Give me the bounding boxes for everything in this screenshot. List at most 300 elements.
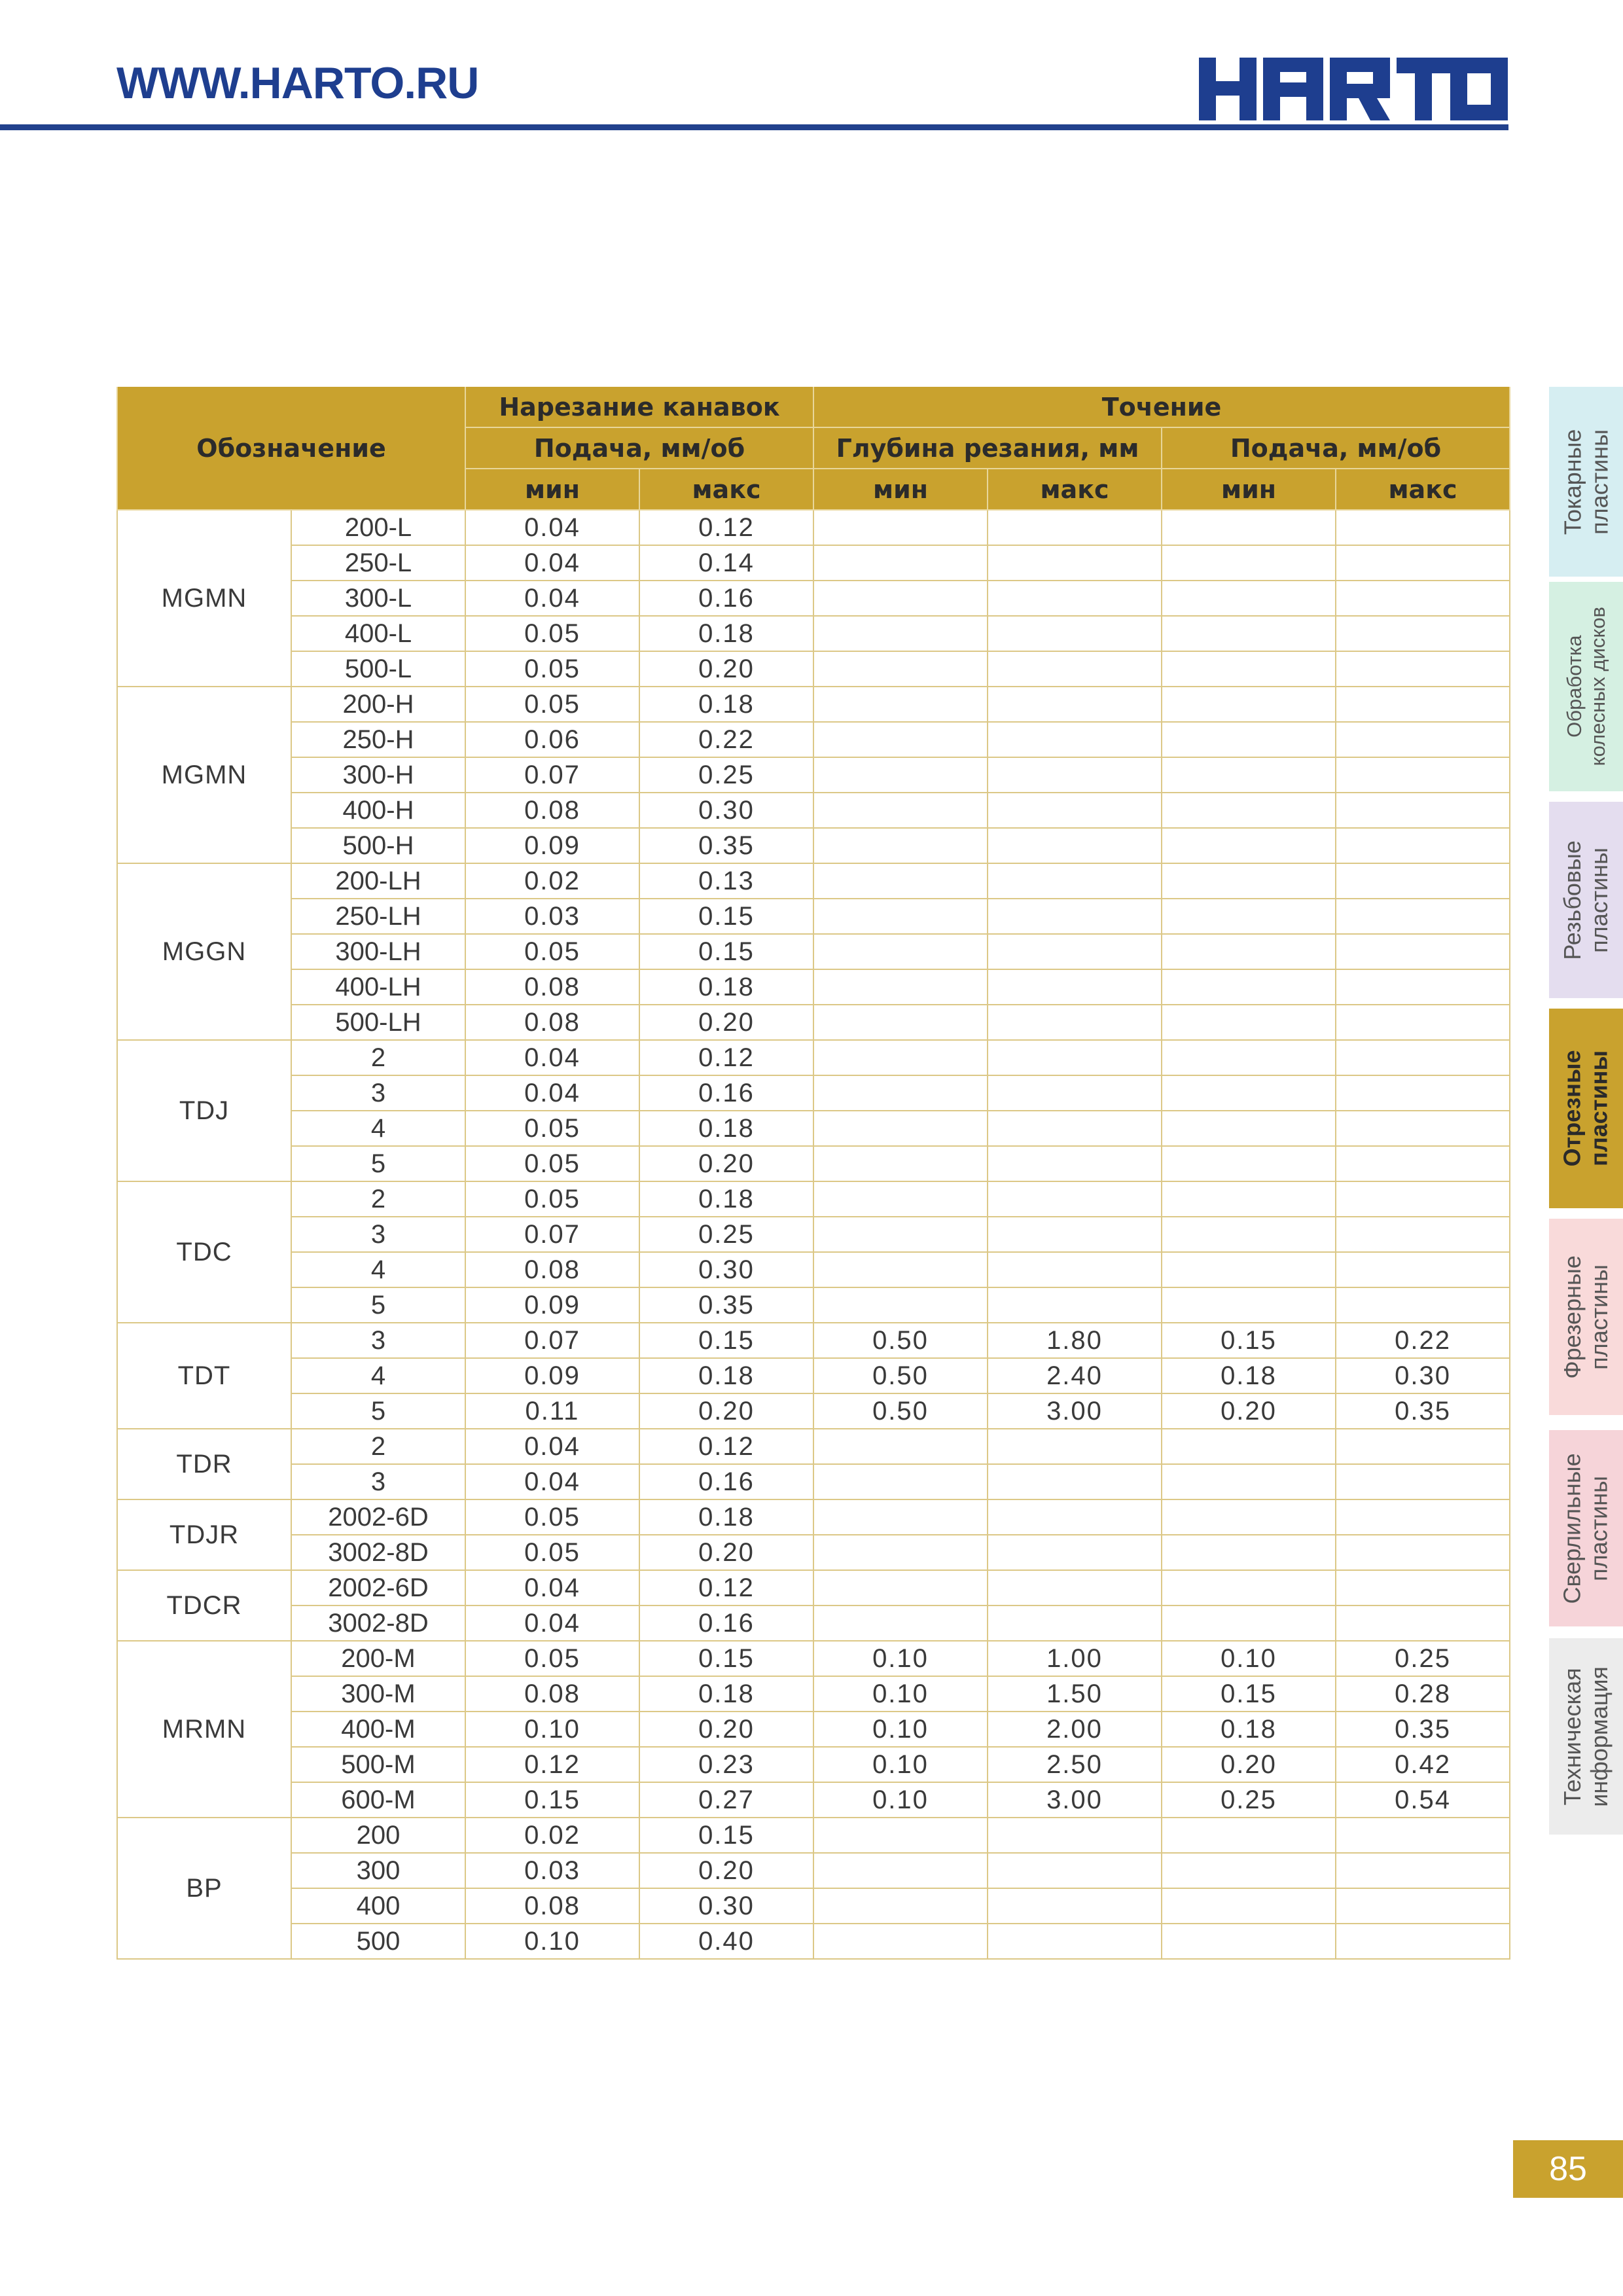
table-row — [117, 969, 1510, 1005]
value-cell — [988, 1005, 1162, 1040]
table-row — [117, 899, 1510, 934]
value-cell: 0.16 — [639, 1075, 813, 1111]
value-cell — [813, 757, 988, 793]
size-cell: 200-L — [291, 510, 465, 545]
value-cell — [988, 1924, 1162, 1959]
size-cell: 2002-6D — [291, 1570, 465, 1605]
table-row — [117, 687, 1510, 722]
value-cell: 0.04 — [465, 545, 639, 581]
size-cell: 5 — [291, 1393, 465, 1429]
header-min: мин — [813, 469, 988, 510]
value-cell: 0.06 — [465, 722, 639, 757]
value-cell — [1162, 1888, 1336, 1924]
value-cell — [1162, 1252, 1336, 1287]
value-cell — [988, 969, 1162, 1005]
designation-cell: TDCR — [117, 1570, 291, 1641]
designation-cell: BP — [117, 1818, 291, 1959]
value-cell: 0.04 — [465, 510, 639, 545]
table-row — [117, 722, 1510, 757]
table-row — [117, 1040, 1510, 1075]
site-url[interactable]: WWW.HARTO.RU — [116, 58, 479, 108]
value-cell — [1162, 1217, 1336, 1252]
table-row — [117, 1605, 1510, 1641]
value-cell — [813, 1429, 988, 1464]
side-tab-7[interactable] — [1549, 1638, 1623, 1835]
table-row — [117, 1181, 1510, 1217]
value-cell — [1336, 651, 1510, 687]
table-row — [117, 1358, 1510, 1393]
value-cell: 0.05 — [465, 1181, 639, 1217]
size-cell: 5 — [291, 1146, 465, 1181]
value-cell: 0.16 — [639, 1464, 813, 1499]
value-cell: 0.18 — [639, 1499, 813, 1535]
value-cell: 0.16 — [639, 581, 813, 616]
value-cell: 0.09 — [465, 1287, 639, 1323]
value-cell — [1162, 1535, 1336, 1570]
side-tab-label-line: Резьбовые — [1559, 840, 1586, 960]
value-cell — [1162, 793, 1336, 828]
value-cell — [1162, 969, 1336, 1005]
side-tab-label-line: Отрезные — [1559, 1050, 1586, 1167]
side-tab-label-line: Токарные — [1559, 429, 1586, 535]
value-cell — [813, 899, 988, 934]
value-cell — [1162, 757, 1336, 793]
value-cell — [988, 793, 1162, 828]
side-tab-label-line: пластины — [1586, 847, 1613, 953]
table-row — [117, 1075, 1510, 1111]
value-cell: 0.12 — [639, 1040, 813, 1075]
value-cell: 3.00 — [988, 1393, 1162, 1429]
value-cell: 0.07 — [465, 1217, 639, 1252]
table-row — [117, 1429, 1510, 1464]
value-cell: 0.20 — [639, 1853, 813, 1888]
designation-cell: TDJ — [117, 1040, 291, 1181]
value-cell: 0.10 — [813, 1676, 988, 1712]
value-cell: 0.07 — [465, 757, 639, 793]
value-cell: 0.12 — [639, 1429, 813, 1464]
value-cell — [1162, 863, 1336, 899]
table-row — [117, 1924, 1510, 1959]
value-cell — [813, 651, 988, 687]
value-cell — [813, 687, 988, 722]
table-row — [117, 1252, 1510, 1287]
size-cell: 400 — [291, 1888, 465, 1924]
value-cell: 0.04 — [465, 1605, 639, 1641]
value-cell — [1336, 1818, 1510, 1853]
value-cell: 0.15 — [639, 899, 813, 934]
value-cell — [813, 969, 988, 1005]
value-cell — [813, 1888, 988, 1924]
value-cell: 0.20 — [1162, 1747, 1336, 1782]
value-cell — [988, 828, 1162, 863]
table-row — [117, 1782, 1510, 1818]
value-cell — [1336, 969, 1510, 1005]
value-cell — [1336, 793, 1510, 828]
value-cell — [988, 1252, 1162, 1287]
value-cell — [988, 1429, 1162, 1464]
value-cell — [988, 1287, 1162, 1323]
value-cell — [988, 1075, 1162, 1111]
value-cell — [988, 1181, 1162, 1217]
value-cell — [813, 1181, 988, 1217]
table-row — [117, 1464, 1510, 1499]
value-cell — [1336, 1075, 1510, 1111]
value-cell: 0.10 — [465, 1712, 639, 1747]
size-cell: 300 — [291, 1853, 465, 1888]
value-cell — [988, 1464, 1162, 1499]
value-cell: 1.50 — [988, 1676, 1162, 1712]
value-cell — [813, 1111, 988, 1146]
value-cell: 0.08 — [465, 1888, 639, 1924]
value-cell — [813, 1464, 988, 1499]
table-row — [117, 1535, 1510, 1570]
value-cell — [1162, 1570, 1336, 1605]
value-cell: 0.20 — [639, 1146, 813, 1181]
table-row — [117, 1570, 1510, 1605]
value-cell — [1162, 722, 1336, 757]
value-cell — [1336, 581, 1510, 616]
value-cell — [1336, 1111, 1510, 1146]
value-cell — [988, 687, 1162, 722]
header-turning: Точение — [813, 387, 1510, 427]
value-cell — [1336, 616, 1510, 651]
value-cell — [988, 1818, 1162, 1853]
header-max: макс — [988, 469, 1162, 510]
value-cell: 0.15 — [465, 1782, 639, 1818]
value-cell — [1336, 899, 1510, 934]
size-cell: 400-H — [291, 793, 465, 828]
value-cell: 0.08 — [465, 969, 639, 1005]
value-cell — [813, 1146, 988, 1181]
table-row — [117, 545, 1510, 581]
value-cell: 0.08 — [465, 1252, 639, 1287]
value-cell — [1336, 1252, 1510, 1287]
value-cell — [988, 581, 1162, 616]
value-cell — [1336, 934, 1510, 969]
table-row — [117, 934, 1510, 969]
value-cell — [1336, 1499, 1510, 1535]
value-cell — [813, 1252, 988, 1287]
value-cell: 2.40 — [988, 1358, 1162, 1393]
value-cell: 0.05 — [465, 616, 639, 651]
value-cell: 0.50 — [813, 1393, 988, 1429]
designation-cell: MGMN — [117, 510, 291, 687]
side-tab-4[interactable] — [1549, 1009, 1623, 1208]
value-cell — [813, 1924, 988, 1959]
size-cell: 5 — [291, 1287, 465, 1323]
value-cell: 0.20 — [639, 1393, 813, 1429]
header-divider — [0, 124, 1508, 130]
value-cell — [1336, 1888, 1510, 1924]
size-cell: 400-LH — [291, 969, 465, 1005]
header-grooving: Нарезание канавок — [465, 387, 813, 427]
value-cell — [813, 934, 988, 969]
value-cell: 0.15 — [1162, 1676, 1336, 1712]
value-cell — [1162, 1853, 1336, 1888]
value-cell — [1162, 1111, 1336, 1146]
value-cell — [1336, 1535, 1510, 1570]
value-cell — [1162, 616, 1336, 651]
value-cell: 0.10 — [465, 1924, 639, 1959]
value-cell — [988, 1040, 1162, 1075]
side-tab-2[interactable] — [1549, 582, 1623, 791]
value-cell: 0.08 — [465, 1005, 639, 1040]
side-tab-label-line: Обработка — [1562, 635, 1586, 738]
value-cell: 0.12 — [639, 1570, 813, 1605]
side-tab-label — [1559, 429, 1613, 535]
value-cell — [988, 899, 1162, 934]
table-row — [117, 510, 1510, 545]
designation-cell: MGGN — [117, 863, 291, 1040]
value-cell — [813, 1853, 988, 1888]
size-cell: 500-L — [291, 651, 465, 687]
value-cell: 0.18 — [639, 687, 813, 722]
value-cell — [1162, 1181, 1336, 1217]
value-cell — [813, 1499, 988, 1535]
value-cell — [813, 1217, 988, 1252]
value-cell — [988, 651, 1162, 687]
value-cell — [813, 616, 988, 651]
value-cell: 0.35 — [1336, 1393, 1510, 1429]
value-cell: 0.02 — [465, 863, 639, 899]
value-cell: 0.23 — [639, 1747, 813, 1782]
table-row — [117, 616, 1510, 651]
value-cell: 0.10 — [813, 1747, 988, 1782]
value-cell — [988, 1217, 1162, 1252]
value-cell — [988, 1146, 1162, 1181]
size-cell: 2 — [291, 1429, 465, 1464]
value-cell: 0.30 — [639, 793, 813, 828]
size-cell: 250-L — [291, 545, 465, 581]
value-cell: 0.11 — [465, 1393, 639, 1429]
value-cell — [1336, 1287, 1510, 1323]
value-cell — [1162, 687, 1336, 722]
value-cell — [813, 1570, 988, 1605]
value-cell — [1336, 1146, 1510, 1181]
value-cell — [813, 1605, 988, 1641]
value-cell: 0.15 — [1162, 1323, 1336, 1358]
header-max: макс — [639, 469, 813, 510]
value-cell: 0.35 — [639, 1287, 813, 1323]
size-cell: 3 — [291, 1323, 465, 1358]
value-cell: 0.50 — [813, 1358, 988, 1393]
size-cell: 3 — [291, 1464, 465, 1499]
value-cell: 0.18 — [639, 1181, 813, 1217]
value-cell: 0.10 — [813, 1782, 988, 1818]
value-cell: 0.04 — [465, 581, 639, 616]
value-cell — [1162, 545, 1336, 581]
value-cell — [1162, 1429, 1336, 1464]
value-cell: 3.00 — [988, 1782, 1162, 1818]
size-cell: 200-M — [291, 1641, 465, 1676]
side-tab-label-line: Сверлильные — [1559, 1452, 1586, 1604]
value-cell: 1.80 — [988, 1323, 1162, 1358]
value-cell: 0.25 — [639, 1217, 813, 1252]
value-cell — [988, 1111, 1162, 1146]
value-cell: 0.20 — [639, 651, 813, 687]
value-cell: 0.18 — [639, 1111, 813, 1146]
value-cell — [1336, 1924, 1510, 1959]
side-tab-label-line: Фрезерные — [1559, 1255, 1586, 1379]
value-cell: 0.30 — [639, 1252, 813, 1287]
value-cell — [813, 545, 988, 581]
value-cell — [1162, 1818, 1336, 1853]
value-cell — [1336, 1005, 1510, 1040]
table-row — [117, 1818, 1510, 1853]
value-cell — [1162, 1075, 1336, 1111]
value-cell: 0.35 — [639, 828, 813, 863]
value-cell: 0.18 — [1162, 1358, 1336, 1393]
side-tab-label-line: пластины — [1586, 1264, 1613, 1370]
value-cell: 2.50 — [988, 1747, 1162, 1782]
side-tab-5[interactable] — [1549, 1219, 1623, 1415]
value-cell: 0.05 — [465, 1111, 639, 1146]
page-number: 85 — [1513, 2140, 1623, 2198]
value-cell — [1162, 581, 1336, 616]
value-cell: 0.05 — [465, 1499, 639, 1535]
value-cell — [1336, 1605, 1510, 1641]
table-row — [117, 1499, 1510, 1535]
value-cell: 0.42 — [1336, 1747, 1510, 1782]
value-cell — [1162, 828, 1336, 863]
value-cell — [988, 510, 1162, 545]
value-cell: 0.04 — [465, 1570, 639, 1605]
value-cell: 0.30 — [639, 1888, 813, 1924]
size-cell: 200-LH — [291, 863, 465, 899]
table-row — [117, 1287, 1510, 1323]
value-cell — [813, 722, 988, 757]
value-cell — [1162, 1040, 1336, 1075]
value-cell — [813, 1005, 988, 1040]
designation-cell: TDJR — [117, 1499, 291, 1570]
value-cell: 0.18 — [1162, 1712, 1336, 1747]
table-row — [117, 1676, 1510, 1712]
table-row — [117, 793, 1510, 828]
size-cell: 250-LH — [291, 899, 465, 934]
designation-cell: MRMN — [117, 1641, 291, 1818]
side-tab-3[interactable] — [1549, 802, 1623, 998]
value-cell — [1162, 1605, 1336, 1641]
table-row — [117, 1712, 1510, 1747]
value-cell: 0.25 — [1162, 1782, 1336, 1818]
value-cell: 0.08 — [465, 1676, 639, 1712]
side-tab-1[interactable] — [1549, 387, 1623, 577]
header-min: мин — [1162, 469, 1336, 510]
value-cell — [1162, 934, 1336, 969]
size-cell: 250-H — [291, 722, 465, 757]
value-cell — [813, 1818, 988, 1853]
size-cell: 600-M — [291, 1782, 465, 1818]
value-cell: 0.15 — [639, 1818, 813, 1853]
size-cell: 3002-8D — [291, 1605, 465, 1641]
size-cell: 200-H — [291, 687, 465, 722]
value-cell: 0.12 — [465, 1747, 639, 1782]
table-row — [117, 863, 1510, 899]
value-cell: 0.27 — [639, 1782, 813, 1818]
value-cell — [1336, 687, 1510, 722]
table-row — [117, 828, 1510, 863]
size-cell: 500-M — [291, 1747, 465, 1782]
value-cell — [1162, 899, 1336, 934]
value-cell: 0.05 — [465, 934, 639, 969]
value-cell — [1336, 828, 1510, 863]
value-cell: 0.10 — [813, 1712, 988, 1747]
value-cell — [813, 1075, 988, 1111]
table-row — [117, 1217, 1510, 1252]
table-row — [117, 757, 1510, 793]
value-cell — [1336, 510, 1510, 545]
value-cell — [988, 1535, 1162, 1570]
value-cell: 0.18 — [639, 1676, 813, 1712]
value-cell: 0.10 — [813, 1641, 988, 1676]
table-row — [117, 1747, 1510, 1782]
table-row — [117, 1393, 1510, 1429]
size-cell: 400-M — [291, 1712, 465, 1747]
value-cell: 0.20 — [639, 1535, 813, 1570]
value-cell — [1162, 1924, 1336, 1959]
value-cell: 0.02 — [465, 1818, 639, 1853]
table-row — [117, 651, 1510, 687]
value-cell: 0.07 — [465, 1323, 639, 1358]
size-cell: 2 — [291, 1181, 465, 1217]
value-cell — [988, 616, 1162, 651]
value-cell — [813, 793, 988, 828]
size-cell: 3 — [291, 1217, 465, 1252]
table-row — [117, 1888, 1510, 1924]
value-cell — [813, 1040, 988, 1075]
value-cell — [813, 828, 988, 863]
value-cell — [1336, 863, 1510, 899]
side-tab-label-line: Техническая — [1559, 1667, 1586, 1806]
value-cell: 0.25 — [639, 757, 813, 793]
harto-logo — [1199, 58, 1508, 120]
value-cell: 0.18 — [639, 969, 813, 1005]
table-row — [117, 1005, 1510, 1040]
header-designation: Обозначение — [117, 387, 465, 510]
side-tab-6[interactable] — [1549, 1430, 1623, 1626]
value-cell — [1162, 1464, 1336, 1499]
side-tab-label-line: информация — [1586, 1666, 1613, 1807]
side-tab-label — [1559, 1666, 1613, 1807]
size-cell: 4 — [291, 1252, 465, 1287]
value-cell: 0.13 — [639, 863, 813, 899]
designation-cell: TDT — [117, 1323, 291, 1429]
value-cell — [1336, 757, 1510, 793]
value-cell — [1336, 1429, 1510, 1464]
size-cell: 500-H — [291, 828, 465, 863]
value-cell: 0.15 — [639, 1323, 813, 1358]
value-cell — [988, 1499, 1162, 1535]
size-cell: 500 — [291, 1924, 465, 1959]
value-cell: 0.03 — [465, 899, 639, 934]
value-cell — [1336, 1570, 1510, 1605]
table-row — [117, 581, 1510, 616]
value-cell — [988, 722, 1162, 757]
size-cell: 200 — [291, 1818, 465, 1853]
value-cell: 0.03 — [465, 1853, 639, 1888]
value-cell — [1336, 1464, 1510, 1499]
value-cell: 1.00 — [988, 1641, 1162, 1676]
value-cell: 0.14 — [639, 545, 813, 581]
size-cell: 3 — [291, 1075, 465, 1111]
value-cell: 0.20 — [1162, 1393, 1336, 1429]
value-cell: 0.30 — [1336, 1358, 1510, 1393]
value-cell: 0.04 — [465, 1040, 639, 1075]
size-cell: 4 — [291, 1358, 465, 1393]
value-cell — [1162, 1499, 1336, 1535]
value-cell — [988, 1570, 1162, 1605]
value-cell — [988, 545, 1162, 581]
